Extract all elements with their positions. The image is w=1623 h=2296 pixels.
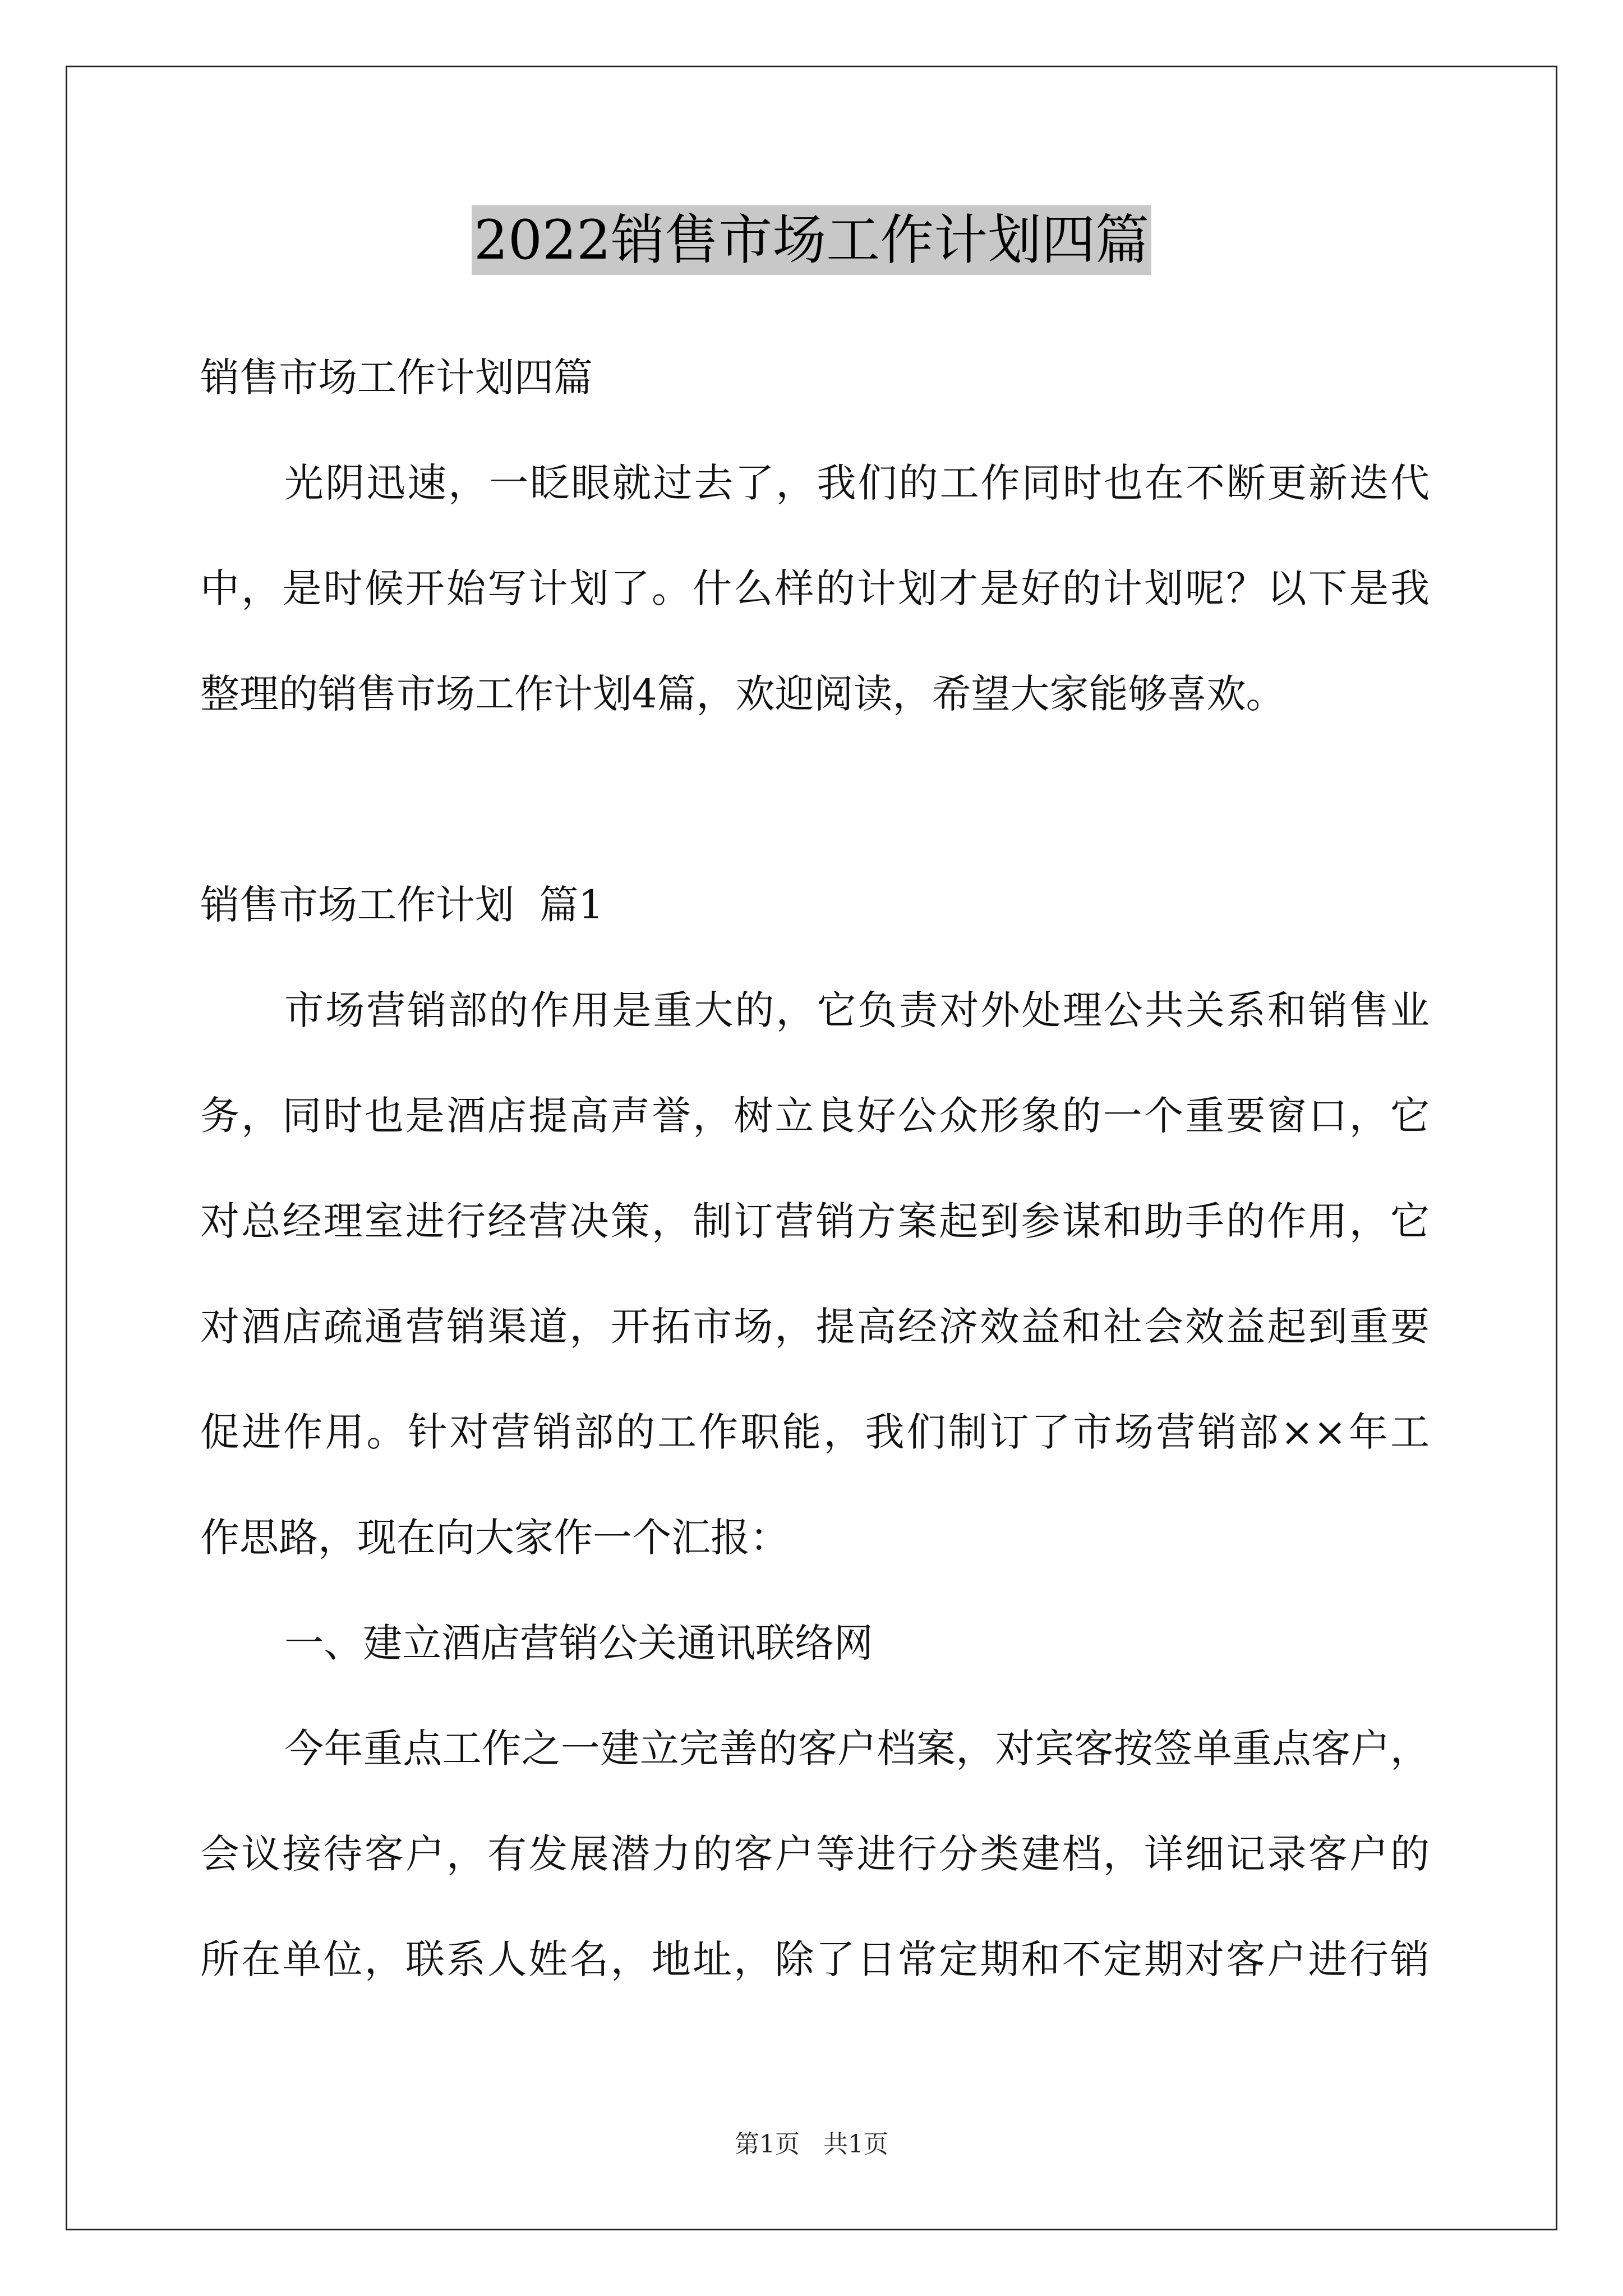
para1-line-6: 作思路，现在向大家作一个汇报：: [200, 1515, 789, 1561]
document-subtitle: 销售市场工作计划四篇: [200, 355, 593, 401]
para1-line-2: 务，同时也是酒店提高声誉，树立良好公众形象的一个重要窗口，它: [200, 1093, 1430, 1139]
para2-line-1: 今年重点工作之一建立完善的客户档案，对宾客按签单重点客户，: [284, 1726, 1430, 1772]
section-heading: 销售市场工作计划 篇1: [200, 882, 604, 928]
para1-line-1: 市场营销部的作用是重大的，它负责对外处理公共关系和销售业: [284, 987, 1430, 1033]
document-title: 2022销售市场工作计划四篇: [472, 205, 1151, 275]
para2-line-3: 所在单位，联系人姓名，地址，除了日常定期和不定期对客户进行销: [200, 1936, 1430, 1982]
para1-line-5: 促进作用。针对营销部的工作职能，我们制订了市场营销部××年工: [200, 1409, 1430, 1455]
page-number-footer: 第1页 共1页: [735, 2130, 888, 2159]
para1-line-3: 对总经理室进行经营决策，制订营销方案起到参谋和助手的作用，它: [200, 1198, 1430, 1244]
title-container: [0, 205, 1623, 275]
item-heading: 一、建立酒店营销公关通讯联络网: [284, 1620, 873, 1666]
intro-line-1: 光阴迅速，一眨眼就过去了，我们的工作同时也在不断更新迭代: [284, 460, 1430, 506]
para1-line-4: 对酒店疏通营销渠道，开拓市场，提高经济效益和社会效益起到重要: [200, 1304, 1430, 1350]
intro-line-3: 整理的销售市场工作计划4篇，欢迎阅读，希望大家能够喜欢。: [200, 671, 1285, 717]
para2-line-2: 会议接待客户，有发展潜力的客户等进行分类建档，详细记录客户的: [200, 1831, 1430, 1877]
intro-line-2: 中，是时候开始写计划了。什么样的计划才是好的计划呢？以下是我: [200, 565, 1430, 611]
